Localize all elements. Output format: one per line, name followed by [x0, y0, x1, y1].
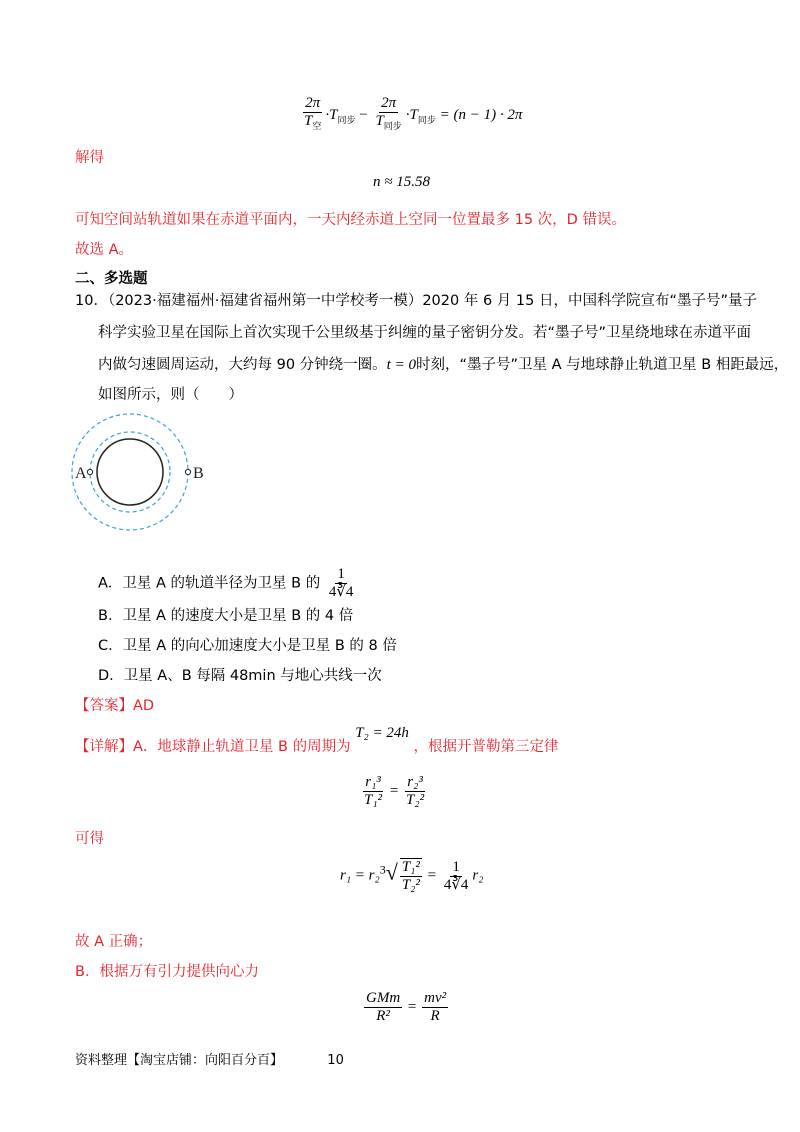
kepler-t1: T₁² — [364, 792, 383, 808]
eq-T-tongbu-2: T — [409, 106, 418, 123]
radius-den: 4∛4 — [443, 876, 469, 893]
kepler-t2: T₂² — [406, 792, 425, 808]
radius-equation: r₁ = r₂$^3$√ $\frac{\text{T₁²}}{\text{T₂²}}$ = $\frac{1}{4∛4}$ r₂ — [340, 858, 484, 893]
eq-num-2pi-2: 2π — [381, 95, 397, 111]
detail-line-a-text: 【详解】A．地球静止轨道卫星 B 的周期为 — [75, 739, 351, 755]
t-equals-zero: t = 0 — [386, 357, 416, 373]
kepler-r2: r₂³ — [407, 774, 423, 790]
grav-num-left: GMm — [366, 990, 401, 1006]
ke-de-label: 可得 — [75, 831, 104, 847]
conclusion-line: 可知空间站轨道如果在赤道平面内，一天内经赤道上空同一位置最多 15 次，D 错误。 — [75, 212, 626, 228]
equation-period-difference: $\frac{2\pi}{T_空}$ $\cdot T_{同步}$ − $\frac{2\pi}{T_{同步}}$ $\cdot T_{同步} = (n - 1) \cdot 2\pi$ — [304, 95, 523, 132]
radius-equals: = — [427, 867, 437, 884]
eq-sub-tongbu: 同步 — [337, 115, 356, 126]
option-c: C．卫星 A 的向心加速度大小是卫星 B 的 8 倍 — [98, 638, 397, 654]
eq-sub-2: 同步 — [383, 122, 402, 132]
answer-line: 【答案】AD — [75, 698, 155, 714]
radius-tail: r₂ — [472, 867, 484, 884]
a-correct-line: 故 A 正确； — [75, 934, 153, 950]
n-result: n ≈ 15.58 — [373, 174, 430, 190]
orbit-diagram — [70, 410, 210, 540]
satellite-b — [185, 469, 190, 474]
question-line-1: 10．（2023·福建福州·福建省福州第一中学校考一模）2020 年 6 月 15 日，中国科学院宣布“墨子号”量子 — [75, 293, 757, 309]
option-a-text: A．卫星 A 的轨道半径为卫星 B 的 — [98, 575, 321, 592]
eq-T-tongbu: T — [329, 106, 338, 123]
radius-lhs: r₁ = r₂ — [340, 867, 380, 884]
eq-T-2: T — [375, 113, 384, 129]
orbit-a — [90, 432, 170, 512]
eq-num-2pi: 2π — [305, 95, 321, 111]
page-number: 10 — [327, 1053, 344, 1068]
footer — [75, 1052, 344, 1070]
root-den: T₂² — [401, 877, 420, 893]
detail-line-a — [75, 725, 559, 757]
question-line-4: 如图所示，则（ ） — [98, 387, 243, 403]
eq-minus: − — [359, 106, 368, 123]
root-num: T₁² — [401, 859, 420, 875]
option-a-num: 1 — [337, 566, 345, 582]
eq-rhs: = (n − 1) · 2π — [439, 106, 523, 123]
question-line-2: 科学实验卫星在国际上首次实现千公里级基于纠缠的量子密钥分发。若“墨子号”卫星绕地球在赤道平面 — [98, 325, 752, 341]
footer-source: 资料整理【淘宝店铺：向阳百分百】 — [75, 1053, 284, 1068]
earth — [97, 439, 163, 505]
grav-den-left: R² — [376, 1008, 390, 1024]
eq-T: T — [304, 113, 313, 129]
grav-num-right: mv² — [424, 990, 447, 1006]
detail-b-line: B．根据万有引力提供向心力 — [75, 964, 259, 980]
satellite-a — [87, 469, 92, 474]
grav-den-right: R — [430, 1008, 440, 1024]
choose-a-line: 故选 A。 — [75, 242, 134, 258]
label-b: B — [193, 465, 204, 482]
jie-de-label: 解得 — [75, 150, 104, 166]
detail-line-a-tail: ，根据开普勒第三定律 — [413, 739, 559, 755]
question-line-3b: 时刻，“墨子号”卫星 A 与地球静止轨道卫星 B 相距最远， — [415, 357, 789, 373]
kepler-third-law: $\frac{\text{r₁³}}{\text{T₁²}}$ = $\frac{\text{r₂³}}{\text{T₂²}}$ — [364, 774, 425, 808]
question-line-3 — [98, 355, 788, 375]
option-b: B．卫星 A 的速度大小是卫星 B 的 4 倍 — [98, 608, 354, 624]
option-a-den: 4∛4 — [328, 584, 354, 600]
label-a: A — [75, 465, 87, 482]
eq-sub-tongbu-2: 同步 — [417, 115, 436, 126]
question-line-3a: 内做匀速圆周运动，大约每 90 分钟绕一圈。 — [98, 357, 387, 373]
t2-equals-24h: T₂ = 24h — [355, 725, 409, 741]
eq-sub-kong: 空 — [312, 122, 322, 132]
section-title: 二、多选题 — [75, 271, 148, 287]
gravitation-equation: $\frac{\text{GMm}}{\text{R²}}$ = $\frac{\text{mv²}}{R}$ — [366, 990, 447, 1024]
kepler-r1: r₁³ — [365, 774, 381, 790]
radius-num: 1 — [452, 858, 460, 875]
option-d: D．卫星 A、B 每隔 48min 与地心共线一次 — [98, 668, 382, 684]
option-a — [98, 566, 357, 601]
